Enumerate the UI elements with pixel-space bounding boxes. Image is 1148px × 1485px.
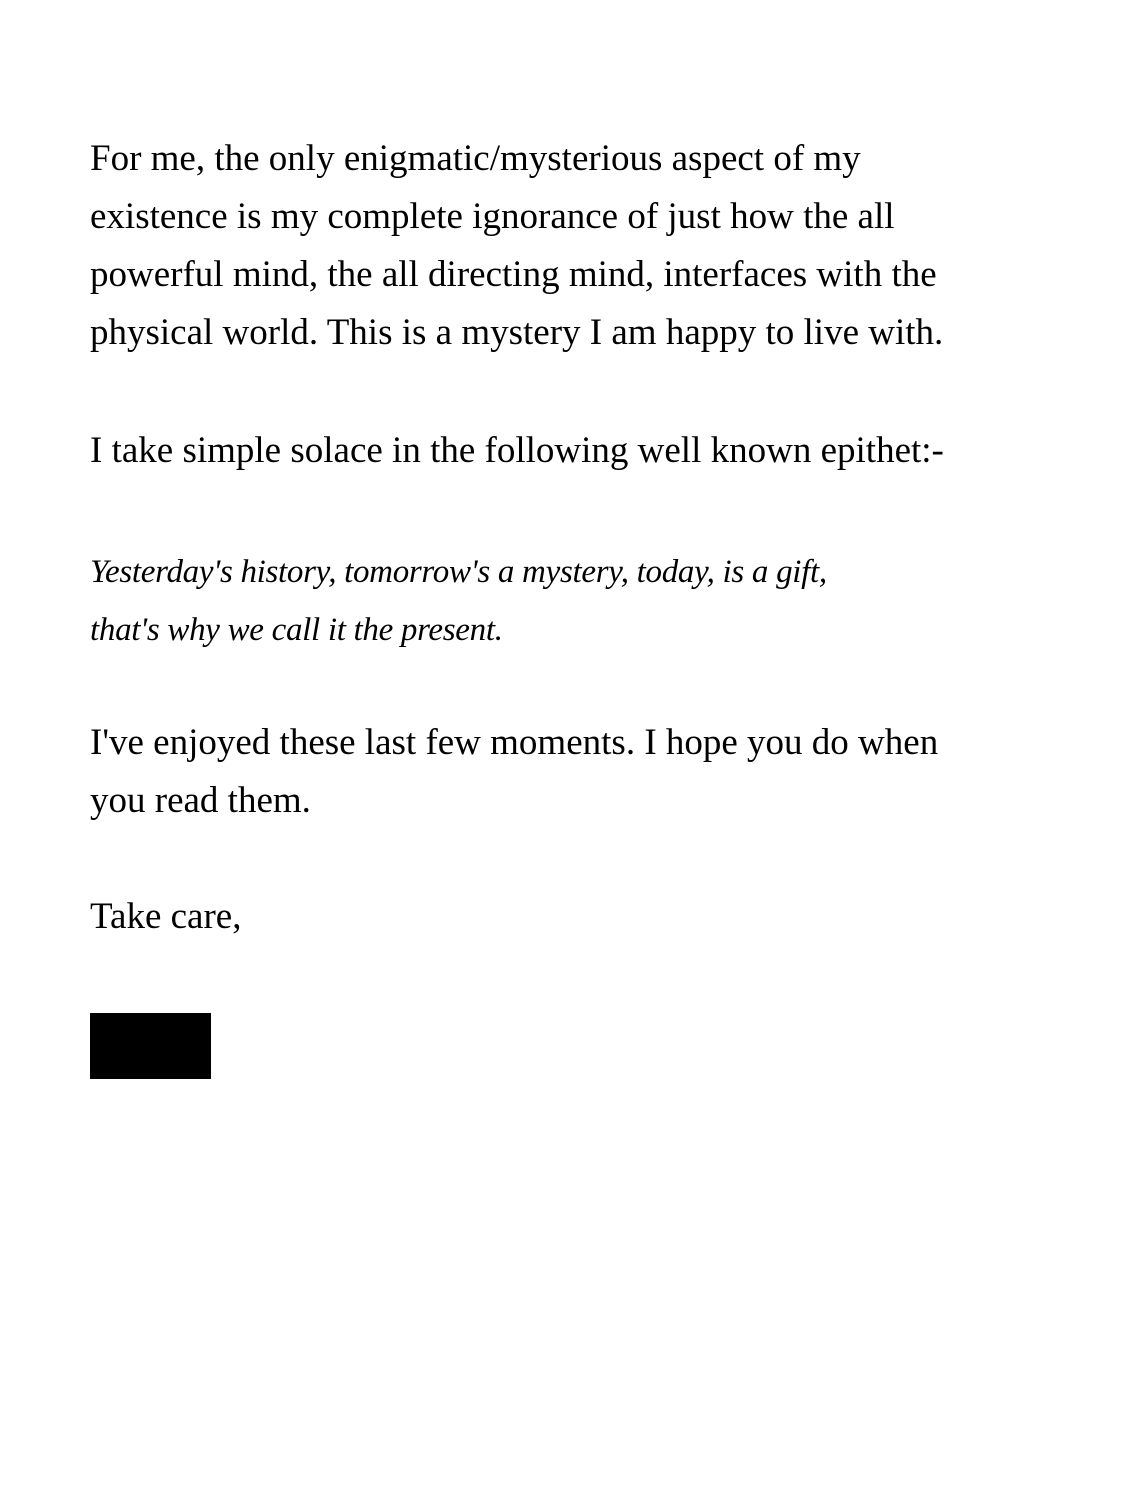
signature-redaction-block — [90, 1013, 211, 1079]
quote-line: Yesterday's history, tomorrow's a mystery, today, is a gift, — [90, 554, 827, 590]
paragraph-mystery — [90, 130, 1070, 362]
closing-salutation: Take care, — [90, 896, 242, 937]
epithet-quote — [90, 543, 1070, 659]
paragraph-enjoyed — [90, 714, 1070, 830]
paragraph-line: I've enjoyed these last few moments. I hope you do when — [90, 722, 939, 763]
paragraph-solace: I take simple solace in the following well known epithet:- — [90, 430, 944, 471]
paragraph-line: physical world. This is a mystery I am happy to live with. — [90, 312, 944, 353]
paragraph-line: For me, the only enigmatic/mysterious aspect of my — [90, 138, 861, 179]
paragraph-line: existence is my complete ignorance of just how the all — [90, 196, 895, 237]
paragraph-line: you read them. — [90, 780, 311, 821]
quote-line: that's why we call it the present. — [90, 612, 503, 648]
paragraph-line: powerful mind, the all directing mind, interfaces with the — [90, 254, 937, 295]
